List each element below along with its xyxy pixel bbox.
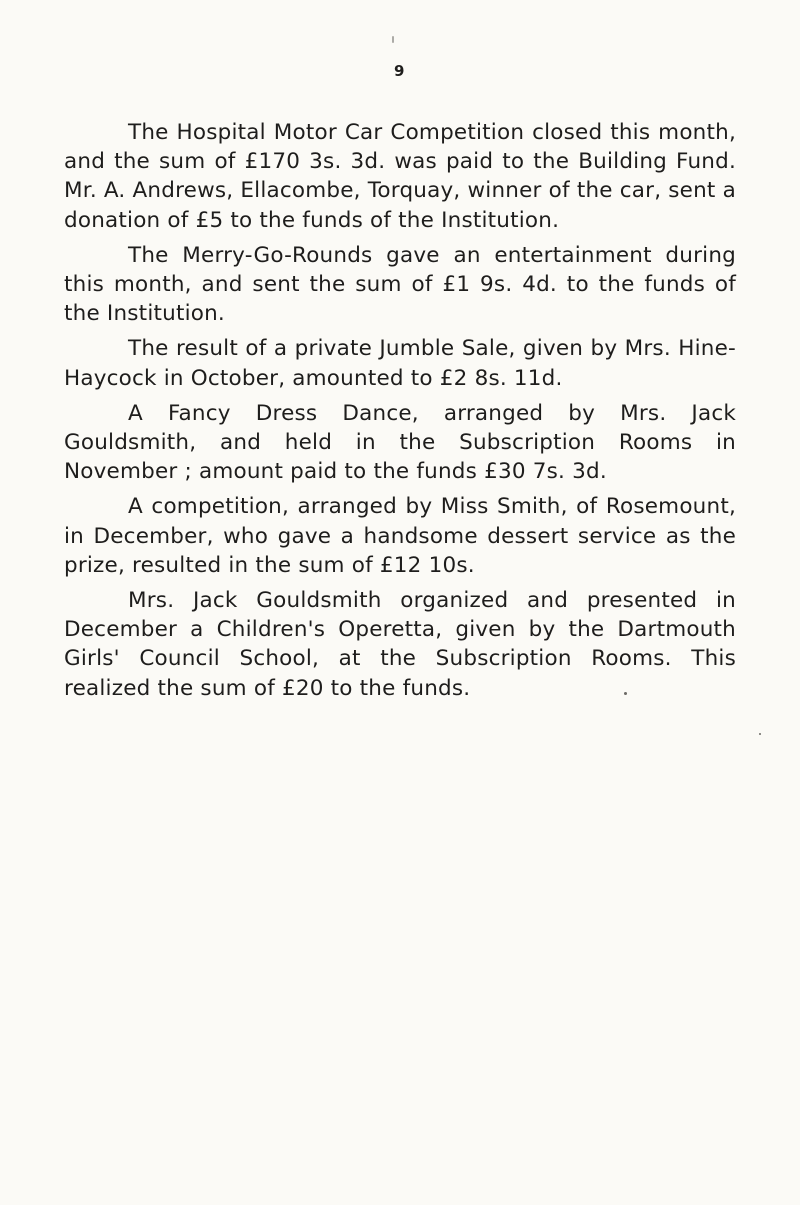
paragraph-jumble-sale: The result of a private Jumble Sale, given by Mrs. Hine-Haycock in October, amounted to £2 8s. 11d. xyxy=(64,336,736,391)
paragraph-motor-car-competition: The Hospital Motor Car Competition closed this month, and the sum of £170 3s. 3d. was paid to the Building Fund. Mr. A. Andrews, Ellacombe, Torquay, winner of the car, sent a donation of £5 to the funds of the Institution. xyxy=(64,120,736,233)
paragraph-childrens-operetta: Mrs. Jack Gouldsmith organized and presented in December a Children's Operetta, given by the Dartmouth Girls' Council School, at the Subscription Rooms. This realized the sum of £20 to the funds. xyxy=(64,588,736,701)
paper-speck xyxy=(759,733,761,735)
paragraph-competition: A competition, arranged by Miss Smith, of Rosemount, in December, who gave a handsome dessert service as the prize, resulted in the sum of £12 10s. xyxy=(64,494,736,578)
paragraph-merry-go-rounds: The Merry-Go-Rounds gave an entertainment during this month, and sent the sum of £1 9s. 4d. to the funds of the Institution. xyxy=(64,242,736,327)
paper-speck xyxy=(392,36,394,43)
article-body xyxy=(64,118,736,703)
paragraph-fancy-dress-dance: A Fancy Dress Dance, arranged by Mrs. Jack Gouldsmith, and held in the Subscription Rooms in November ; amount paid to the funds £30 7s. 3d. xyxy=(64,400,736,485)
page-number: 9 xyxy=(394,62,405,80)
paper-speck xyxy=(624,692,627,695)
